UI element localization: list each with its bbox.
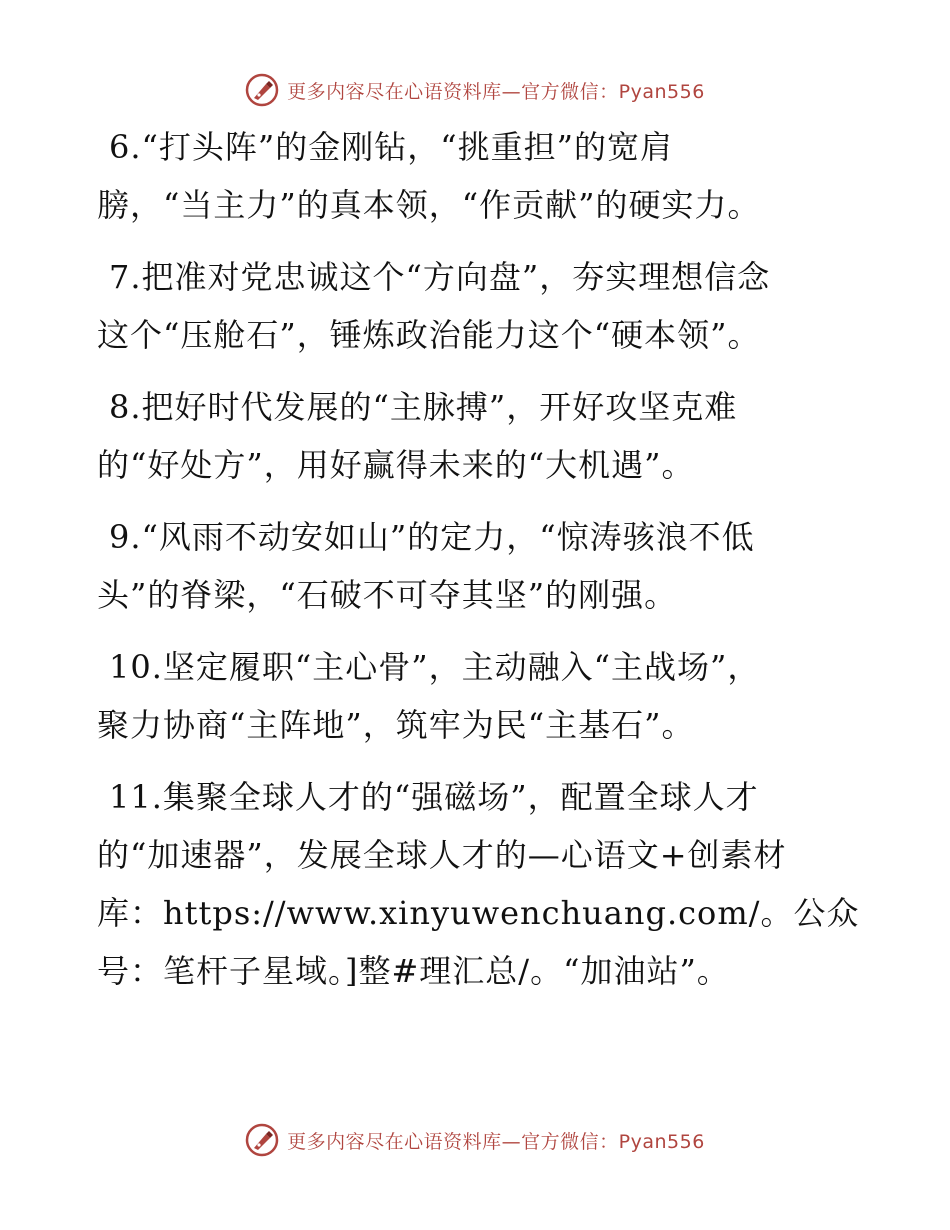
document-body bbox=[97, 118, 860, 1014]
list-item bbox=[97, 118, 842, 234]
list-item-line: 10.坚定履职“主心骨”，主动融入“主战场”， bbox=[109, 648, 761, 686]
list-item-line: 库：https://www.xinyuwenchuang.com/。公众 bbox=[97, 894, 860, 932]
footer-banner bbox=[0, 1120, 950, 1160]
list-item-line: 头”的脊梁，“石破不可夺其坚”的刚强。 bbox=[97, 576, 678, 614]
list-item-line: 的“加速器”，发展全球人才的—心语文+创素材 bbox=[97, 836, 787, 874]
list-item-line: 这个“压舱石”，锤炼政治能力这个“硬本领”。 bbox=[97, 316, 761, 354]
list-item bbox=[97, 768, 860, 1000]
list-item-line: 聚力协商“主阵地”，筑牢为民“主基石”。 bbox=[97, 706, 695, 744]
list-item bbox=[97, 248, 842, 364]
pen-nib-logo-icon bbox=[245, 1123, 279, 1157]
list-item-line: 膀，“当主力”的真本领，“作贡献”的硬实力。 bbox=[97, 186, 761, 224]
header-banner bbox=[0, 70, 950, 110]
list-item-line: 7.把准对党忠诚这个“方向盘”，夯实理想信念 bbox=[109, 258, 771, 296]
footer-banner-text: 更多内容尽在心语资料库—官方微信：Pyan556 bbox=[287, 1130, 705, 1153]
list-item-line: 的“好处方”，用好赢得未来的“大机遇”。 bbox=[97, 446, 695, 484]
pen-nib-logo-icon bbox=[245, 73, 279, 107]
list-item-line: 8.把好时代发展的“主脉搏”，开好攻坚克难 bbox=[109, 388, 738, 426]
list-item-line: 11.集聚全球人才的“强磁场”，配置全球人才 bbox=[109, 778, 759, 816]
list-item-line: 9.“风雨不动安如山”的定力，“惊涛骇浪不低 bbox=[109, 518, 755, 556]
list-item bbox=[97, 508, 842, 624]
list-item bbox=[97, 378, 842, 494]
header-banner-text: 更多内容尽在心语资料库—官方微信：Pyan556 bbox=[287, 80, 705, 103]
list-item-line: 6.“打头阵”的金刚钻，“挑重担”的宽肩 bbox=[109, 128, 673, 166]
list-item-line: 号：笔杆子星域。]整#理汇总/。“加油站”。 bbox=[97, 952, 730, 990]
list-item bbox=[97, 638, 842, 754]
